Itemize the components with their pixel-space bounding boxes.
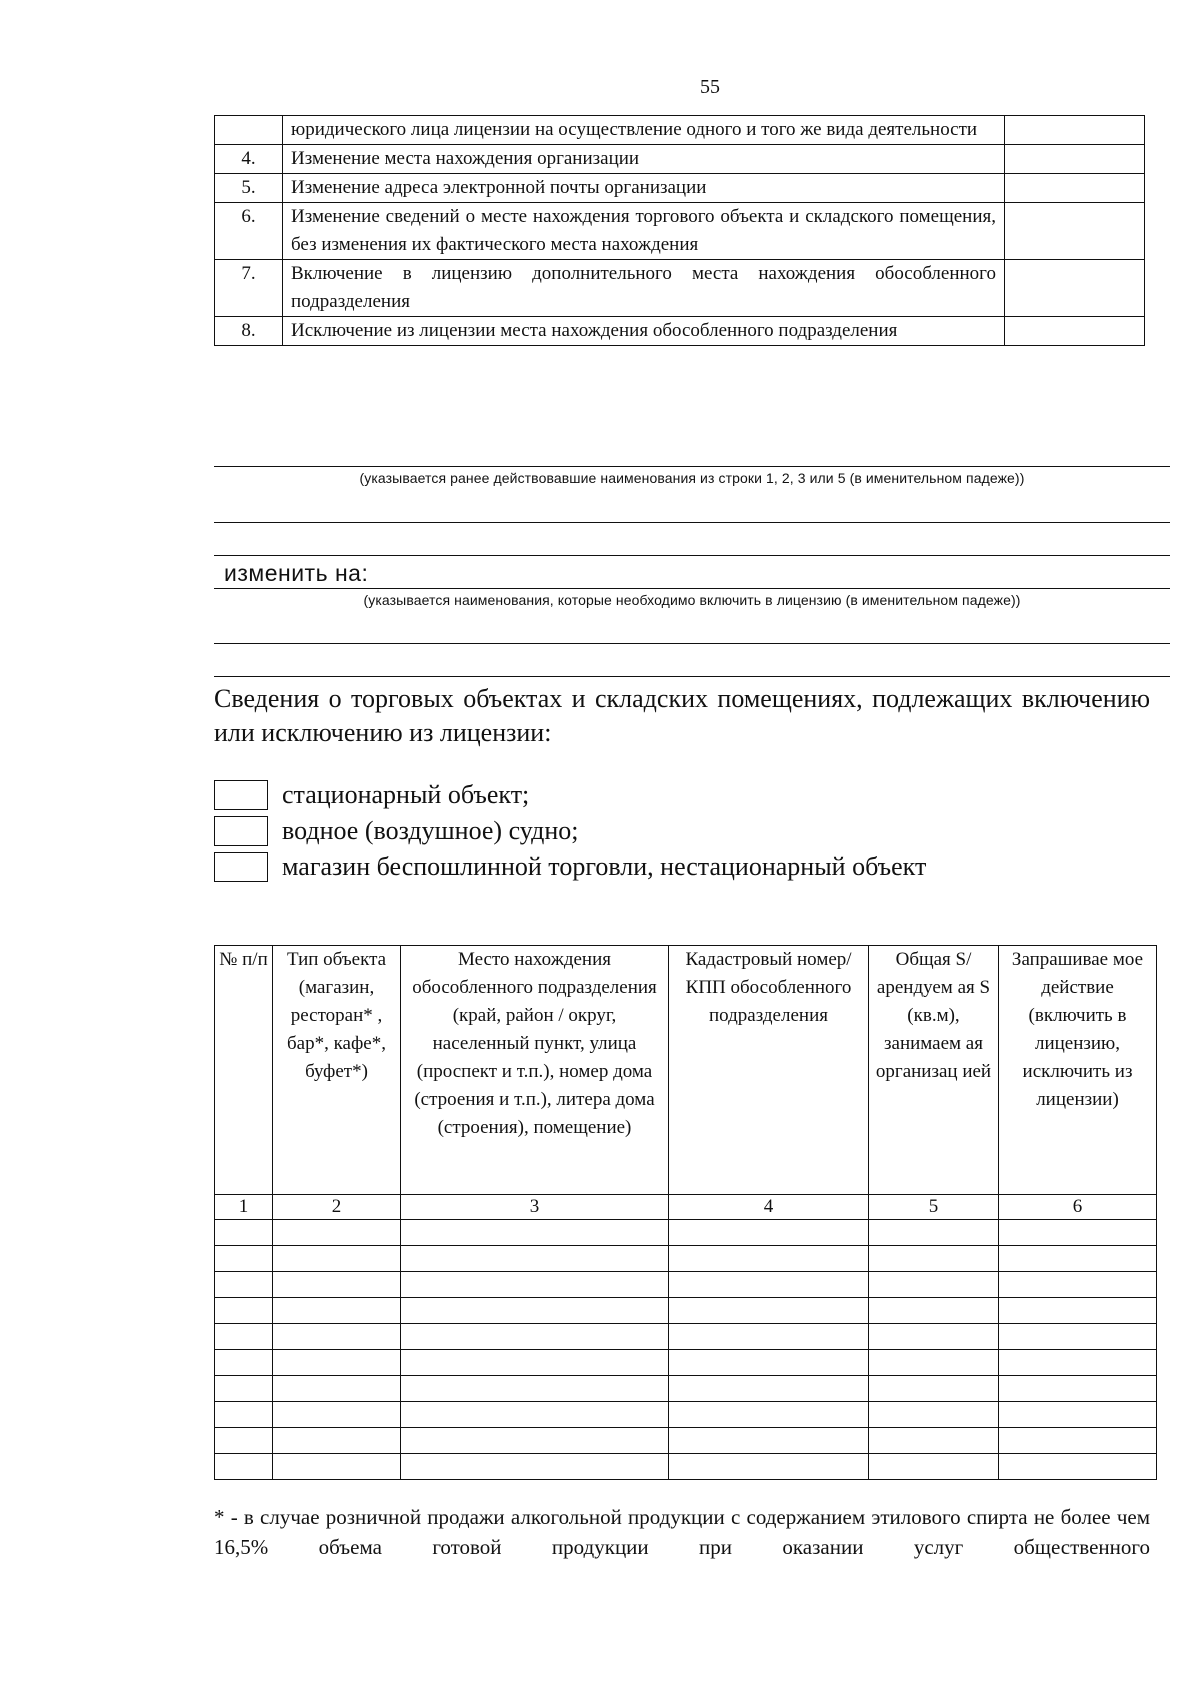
- table-row: [215, 174, 1145, 203]
- table-row: [215, 1324, 1157, 1350]
- new-names-caption: (указывается наименования, которые необходимо включить в лицензию (в именительном падеже)): [363, 592, 1021, 608]
- table-cell[interactable]: [401, 1454, 669, 1480]
- table-row: [215, 1454, 1157, 1480]
- table-row: [215, 1376, 1157, 1402]
- table-cell[interactable]: [215, 1454, 273, 1480]
- row-mark-cell[interactable]: [1005, 317, 1145, 346]
- column-number: 6: [999, 1195, 1157, 1220]
- objects-table: [214, 945, 1157, 1480]
- changes-table: [214, 115, 1145, 346]
- row-number: [215, 116, 283, 145]
- fill-line[interactable]: [214, 555, 1170, 556]
- column-header: Место нахождения обособленного подразделения (край, район / округ, населенный пункт, улица (проспект и т.п.), номер дома (строения и т.п.), литера дома (строения), помещение): [401, 946, 669, 1195]
- row-text: Исключение из лицензии места нахождения обособленного подразделения: [283, 317, 1005, 346]
- table-cell[interactable]: [273, 1246, 401, 1272]
- table-row: [215, 1272, 1157, 1298]
- row-number: 6.: [215, 203, 283, 260]
- table-cell[interactable]: [215, 1324, 273, 1350]
- row-text: Изменение места нахождения организации: [283, 145, 1005, 174]
- table-row: [215, 1298, 1157, 1324]
- table-cell[interactable]: [273, 1376, 401, 1402]
- table-cell[interactable]: [669, 1376, 869, 1402]
- row-mark-cell[interactable]: [1005, 203, 1145, 260]
- objects-heading: Сведения о торговых объектах и складских помещениях, подлежащих включению или исключению из лицензии:: [214, 684, 1150, 747]
- row-text: юридического лица лицензии на осуществление одного и того же вида деятельности: [283, 116, 1005, 145]
- table-cell[interactable]: [215, 1402, 273, 1428]
- row-mark-cell[interactable]: [1005, 116, 1145, 145]
- table-cell[interactable]: [669, 1324, 869, 1350]
- row-number: 8.: [215, 317, 283, 346]
- table-cell[interactable]: [215, 1428, 273, 1454]
- row-number: 4.: [215, 145, 283, 174]
- table-cell[interactable]: [999, 1272, 1157, 1298]
- table-cell[interactable]: [273, 1324, 401, 1350]
- column-header: Кадастровый номер/КПП обособленного подразделения: [669, 946, 869, 1195]
- table-cell[interactable]: [215, 1350, 273, 1376]
- table-cell[interactable]: [401, 1350, 669, 1376]
- column-number-row: [215, 1195, 1157, 1220]
- table-row: [215, 1246, 1157, 1272]
- fill-line[interactable]: [214, 588, 1170, 589]
- table-cell[interactable]: [401, 1246, 669, 1272]
- table-cell[interactable]: [273, 1350, 401, 1376]
- table-row: [215, 317, 1145, 346]
- fill-line[interactable]: [214, 466, 1170, 467]
- table-cell[interactable]: [669, 1298, 869, 1324]
- row-mark-cell[interactable]: [1005, 174, 1145, 203]
- column-number: 3: [401, 1195, 669, 1220]
- column-number: 4: [669, 1195, 869, 1220]
- option-vessel[interactable]: [214, 814, 579, 848]
- previous-names-caption: (указывается ранее действовавшие наименования из строки 1, 2, 3 или 5 (в именительном падеже)): [359, 470, 1025, 486]
- checkbox[interactable]: [214, 780, 268, 810]
- row-text: Включение в лицензию дополнительного места нахождения обособленного подразделения: [283, 260, 1005, 317]
- change-to-label: изменить на:: [224, 560, 369, 586]
- table-cell[interactable]: [401, 1324, 669, 1350]
- row-number: 5.: [215, 174, 283, 203]
- row-text: Изменение сведений о месте нахождения торгового объекта и складского помещения, без изменения их фактического места нахождения: [283, 203, 1005, 260]
- footnote: * - в случае розничной продажи алкогольной продукции с содержанием этилового спирта не более чем 16,5% объема готовой продукции при оказании услуг общественного: [214, 1505, 1150, 1559]
- option-label: водное (воздушное) судно;: [282, 816, 579, 845]
- table-cell[interactable]: [869, 1402, 999, 1428]
- option-label: магазин беспошлинной торговли, нестационарный объект: [282, 852, 927, 881]
- table-row: [215, 1402, 1157, 1428]
- option-stationary[interactable]: [214, 778, 529, 812]
- header-row: [215, 946, 1157, 1195]
- table-cell[interactable]: [215, 1298, 273, 1324]
- table-cell[interactable]: [401, 1376, 669, 1402]
- checkbox[interactable]: [214, 816, 268, 846]
- table-cell[interactable]: [869, 1246, 999, 1272]
- table-cell[interactable]: [999, 1402, 1157, 1428]
- table-row: [215, 203, 1145, 260]
- table-cell[interactable]: [273, 1298, 401, 1324]
- table-cell[interactable]: [999, 1428, 1157, 1454]
- table-cell[interactable]: [999, 1324, 1157, 1350]
- table-cell[interactable]: [273, 1402, 401, 1428]
- table-row: [215, 1350, 1157, 1376]
- table-cell[interactable]: [669, 1402, 869, 1428]
- fill-line[interactable]: [214, 676, 1170, 677]
- table-cell[interactable]: [869, 1428, 999, 1454]
- table-cell[interactable]: [999, 1298, 1157, 1324]
- column-header: Запрашивае мое действие (включить в лицензию, исключить из лицензии): [999, 946, 1157, 1195]
- row-mark-cell[interactable]: [1005, 260, 1145, 317]
- option-duty-free[interactable]: [214, 850, 926, 884]
- table-cell[interactable]: [215, 1376, 273, 1402]
- table-cell[interactable]: [999, 1220, 1157, 1246]
- table-cell[interactable]: [669, 1428, 869, 1454]
- page-number: 55: [700, 76, 720, 98]
- table-cell[interactable]: [669, 1220, 869, 1246]
- column-header: № п/п: [215, 946, 273, 1195]
- row-text: Изменение адреса электронной почты организации: [283, 174, 1005, 203]
- row-number: 7.: [215, 260, 283, 317]
- table-cell[interactable]: [869, 1298, 999, 1324]
- table-cell[interactable]: [669, 1350, 869, 1376]
- table-row: [215, 1220, 1157, 1246]
- row-mark-cell[interactable]: [1005, 145, 1145, 174]
- option-label: стационарный объект;: [282, 780, 530, 809]
- table-cell[interactable]: [999, 1454, 1157, 1480]
- table-cell[interactable]: [401, 1402, 669, 1428]
- table-cell[interactable]: [669, 1454, 869, 1480]
- table-cell[interactable]: [401, 1272, 669, 1298]
- table-cell[interactable]: [273, 1454, 401, 1480]
- table-cell[interactable]: [869, 1272, 999, 1298]
- column-number: 1: [215, 1195, 273, 1220]
- table-row: [215, 1428, 1157, 1454]
- table-cell[interactable]: [999, 1350, 1157, 1376]
- table-cell[interactable]: [869, 1220, 999, 1246]
- fill-line[interactable]: [214, 522, 1170, 523]
- table-cell[interactable]: [669, 1272, 869, 1298]
- table-row: [215, 260, 1145, 317]
- table-cell[interactable]: [215, 1220, 273, 1246]
- table-cell[interactable]: [401, 1220, 669, 1246]
- column-header: Общая S/ арендуем ая S (кв.м), занимаем ая организац ией: [869, 946, 999, 1195]
- table-cell[interactable]: [215, 1246, 273, 1272]
- table-row: [215, 145, 1145, 174]
- table-cell[interactable]: [273, 1428, 401, 1454]
- table-row: [215, 116, 1145, 145]
- table-cell[interactable]: [999, 1376, 1157, 1402]
- table-cell[interactable]: [215, 1272, 273, 1298]
- table-cell[interactable]: [401, 1298, 669, 1324]
- column-number: 5: [869, 1195, 999, 1220]
- table-cell[interactable]: [273, 1272, 401, 1298]
- table-cell[interactable]: [669, 1246, 869, 1272]
- column-number: 2: [273, 1195, 401, 1220]
- table-cell[interactable]: [999, 1246, 1157, 1272]
- fill-line[interactable]: [214, 643, 1170, 644]
- checkbox[interactable]: [214, 852, 268, 882]
- table-cell[interactable]: [869, 1454, 999, 1480]
- table-cell[interactable]: [869, 1350, 999, 1376]
- table-cell[interactable]: [869, 1324, 999, 1350]
- table-cell[interactable]: [273, 1220, 401, 1246]
- table-cell[interactable]: [869, 1376, 999, 1402]
- table-cell[interactable]: [401, 1428, 669, 1454]
- column-header: Тип объекта (магазин, ресторан* , бар*, кафе*, буфет*): [273, 946, 401, 1195]
